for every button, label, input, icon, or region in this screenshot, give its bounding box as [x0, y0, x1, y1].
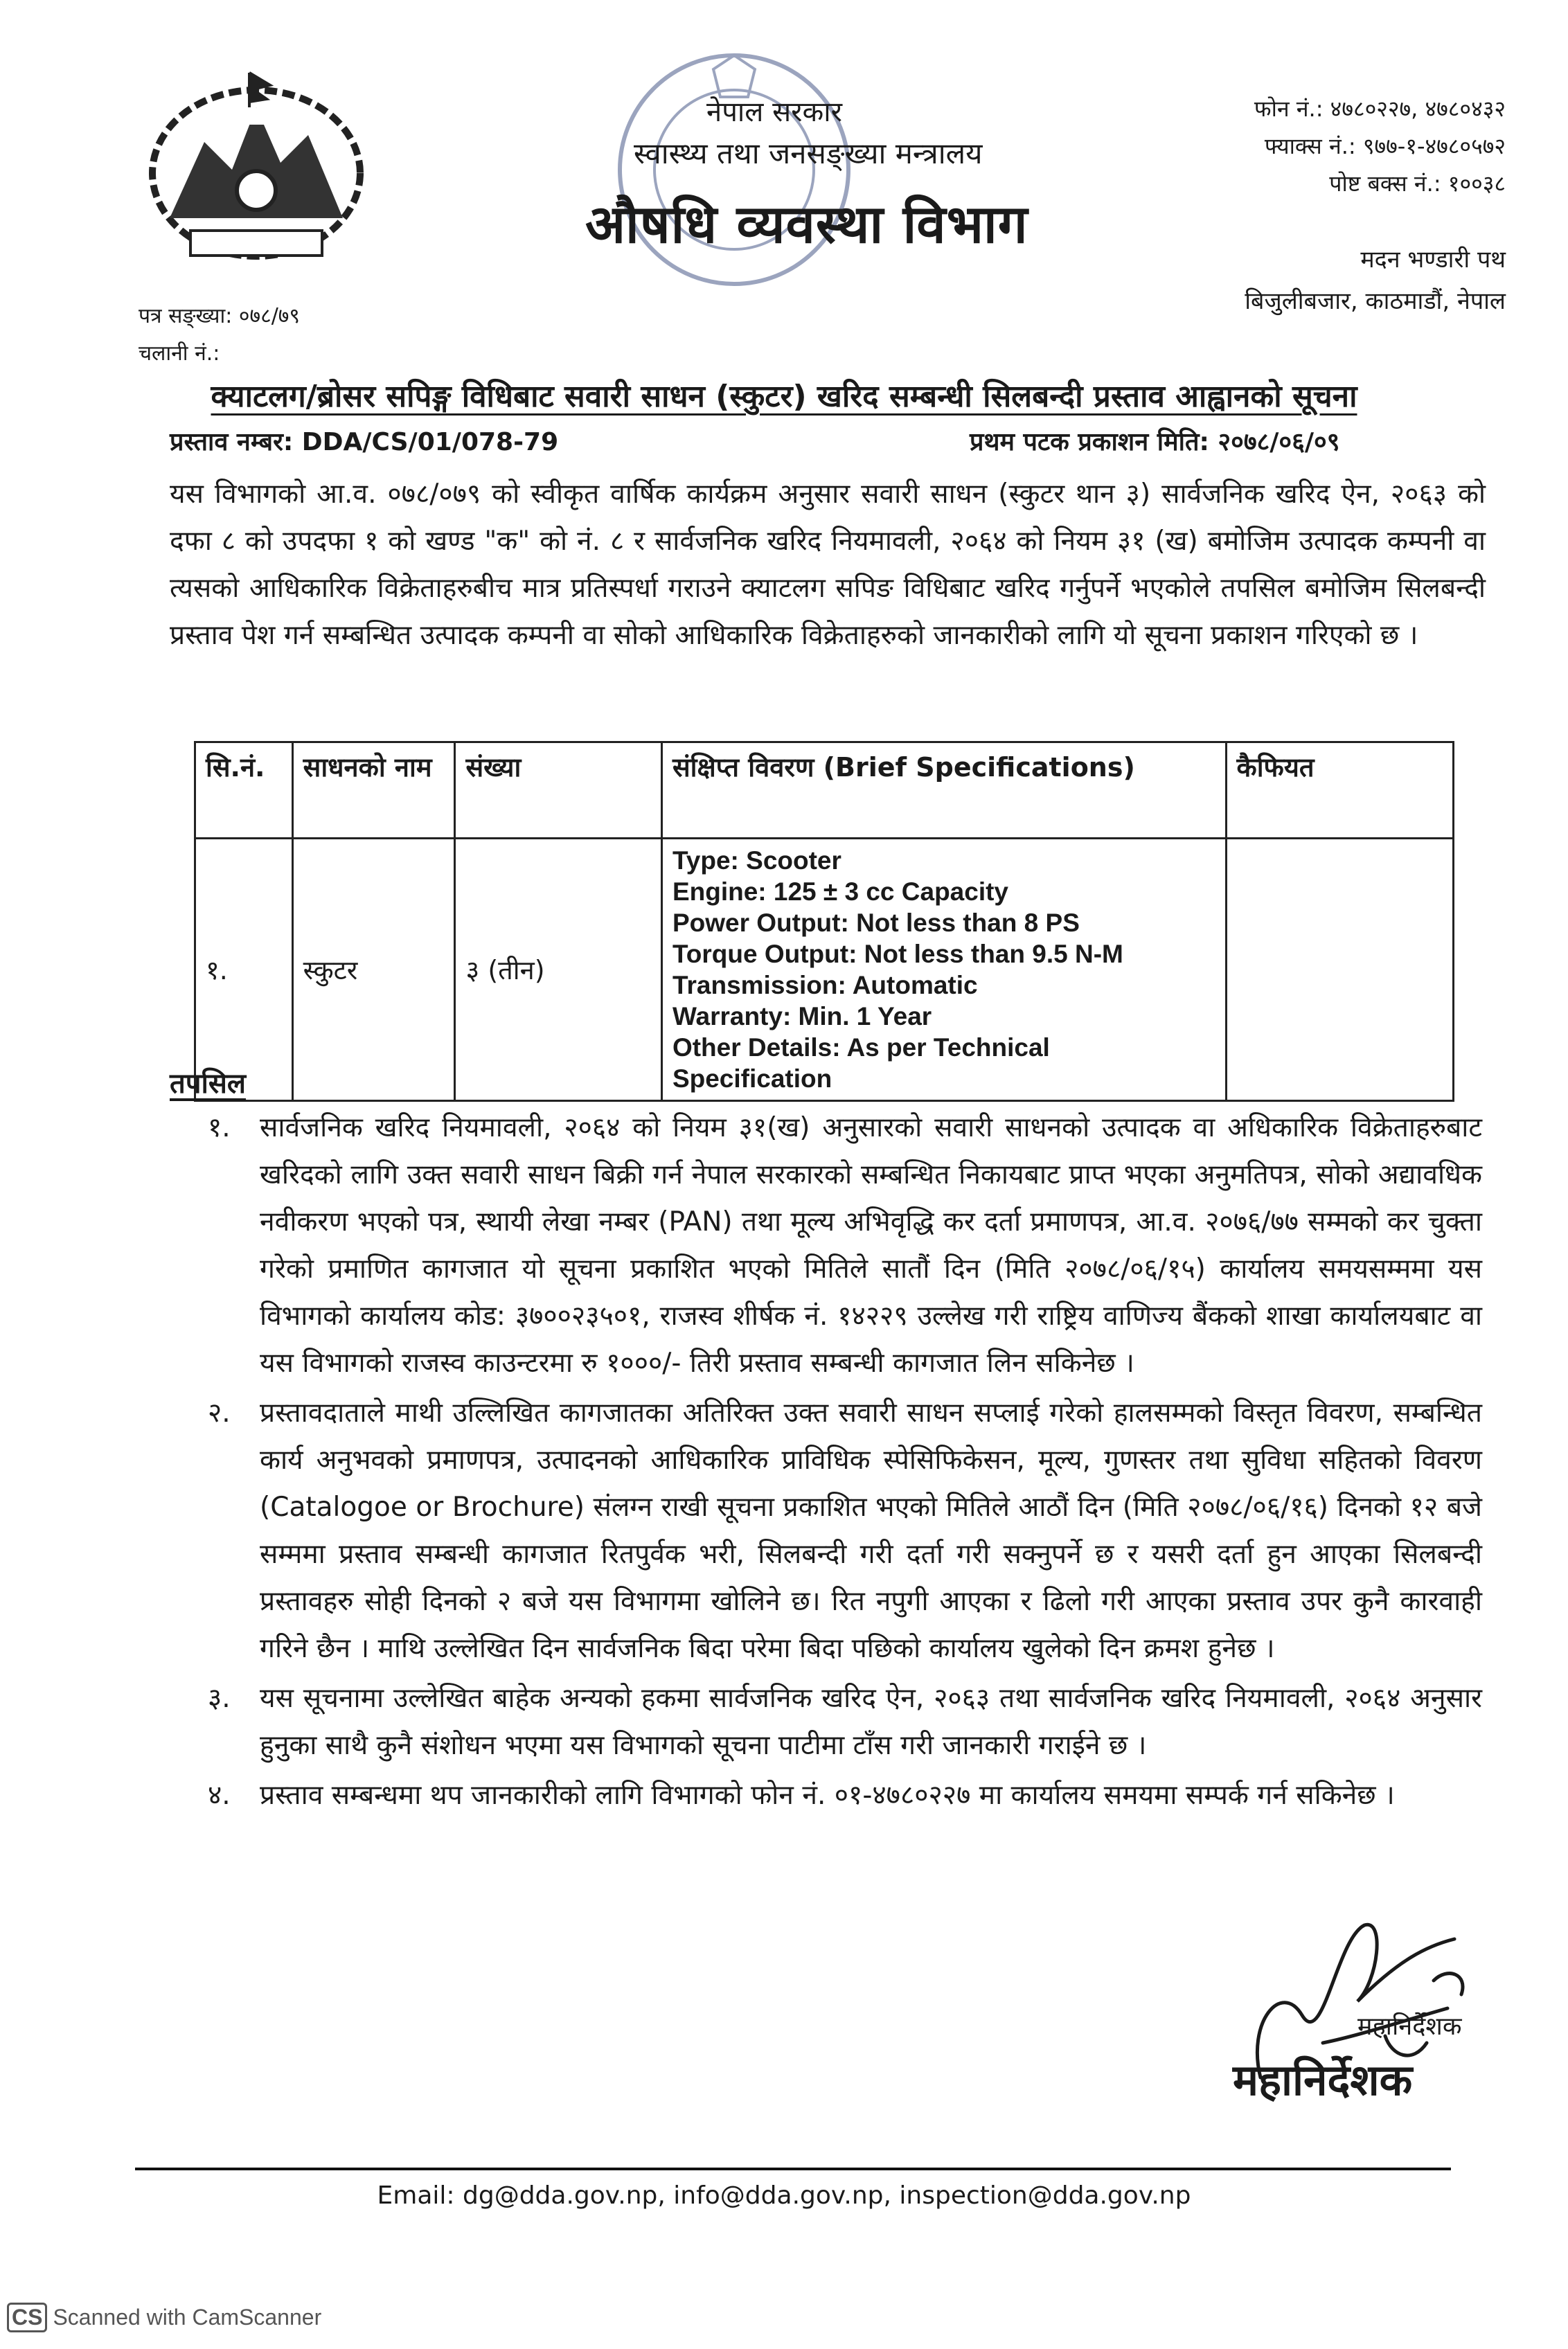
cell-quantity: ३ (तीन) [455, 839, 661, 1101]
letter-number: पत्र सङ्ख्या: ०७८/७९ [139, 304, 300, 328]
spec-line: Transmission: Automatic [672, 971, 978, 999]
header-remarks: कैफियत [1226, 742, 1453, 839]
cell-item-name: स्कुटर [292, 839, 455, 1101]
term-text: सार्वजनिक खरिद नियमावली, २०६४ को नियम ३१(ख) अनुसारको सवारी साधनको उत्पादक वा अधिकारिक विक्रेताहरुबाट खरिदको लागि उक्त सवारी साधन बिक्री गर्न नेपाल सरकारको सम्बन्धित निकायबाट प्राप्त भएका अनुमतिपत्र, सोको अद्यावधिक नवीकरण भएको पत्र, स्थायी लेखा नम्बर (PAN) तथा मूल्य अभिवृद्धि कर दर्ता प्रमाणपत्र, आ.व. २०७६/७७ सम्मको कर चुक्ता गरेको प्रमाणित कागजात यो सूचना प्रकाशित भएको मितिले सातौं दिन (मिति २०७८/०६/१५) कार्यालय समयसम्ममा यस विभागको कार्यालय कोड: ३७००२३५०१, राजस्व शीर्षक नं. १४२२९ उल्लेख गरी राष्ट्रिय वाणिज्य बैंकको शाखा कार्यालयबाट वा यस विभागको राजस्व काउन्टरमा रु १०००/- तिरी प्रस्ताव सम्बन्धी कागजात लिन सकिनेछ । [260, 1112, 1482, 1379]
terms-list [208, 1105, 1482, 1822]
cell-specifications [661, 839, 1226, 1101]
term-text: प्रस्ताव सम्बन्धमा थप जानकारीको लागि विभागको फोन नं. ०१-४७८०२२७ मा कार्यालय समयमा सम्पर्क गर्न सकिनेछ । [260, 1780, 1395, 1811]
term-number: ३. [208, 1683, 231, 1714]
footer-divider [135, 2168, 1451, 2170]
specification-table [194, 741, 1454, 1102]
list-item [208, 1105, 1482, 1387]
term-text: यस सूचनामा उल्लेखित बाहेक अन्यको हकमा सार्वजनिक खरिद ऐन, २०६३ तथा सार्वजनिक खरिद नियमावली, २०६४ अनुसार हुनुका साथै कुनै संशोधन भएमा यस विभागको सूचना पाटीमा टाँस गरी जानकारी गराईने छ । [260, 1683, 1482, 1761]
po-box: पोष्ट बक्स नं.: १००३८ [1329, 170, 1506, 197]
term-number: ४. [208, 1780, 231, 1811]
spec-line: Engine: 125 ± 3 cc Capacity [672, 877, 1009, 906]
spec-line: Warranty: Min. 1 Year [672, 1002, 932, 1030]
list-item [208, 1390, 1482, 1672]
table-header-row [195, 742, 1454, 839]
term-number: २. [208, 1397, 231, 1429]
term-text: प्रस्तावदाताले माथी उल्लिखित कागजातका अतिरिक्त उक्त सवारी साधन सप्लाई गरेको हालसम्मको विस्तृत विवरण, सम्बन्धित कार्य अनुभवको प्रमाणपत्र, उत्पादनको आधिकारिक प्राविधिक स्पेसिफिकेसन, मूल्य, गुणस्तर तथा सुविधा सहितको विवरण (Catalogoe or Brochure) संलग्न राखी सूचना प्रकाशित भएको मितिले आठौं दिन (मिति २०७८/०६/१६) दिनको १२ बजे सम्ममा प्रस्ताव सम्बन्धी कागजात रितपुर्वक भरी, सिलबन्दी गरी दर्ता गरी सक्नुपर्ने छ र यसरी दर्ता हुन आएका सिलबन्दी प्रस्तावहरु सोही दिनको २ बजे यस विभागमा खोलिने छ। रित नपुगी आएका र ढिलो गरी आएका प्रस्ताव उपर कुनै कारवाही गरिने छैन । माथि उल्लेखित दिन सार्वजनिक बिदा परेमा बिदा पछिको कार्यालय खुलेको दिन क्रमश हुनेछ । [260, 1397, 1482, 1664]
footer-email: Email: dg@dda.gov.np, info@dda.gov.np, inspection@dda.gov.np [377, 2181, 1191, 2210]
header-quantity: संख्या [455, 742, 661, 839]
intro-paragraph: यस विभागको आ.व. ०७८/०७९ को स्वीकृत वार्षिक कार्यक्रम अनुसार सवारी साधन (स्कुटर थान ३) सार्वजनिक खरिद ऐन, २०६३ को दफा ८ को उपदफा १ को खण्ड "क" को नं. ८ र सार्वजनिक खरिद नियमावली, २०६४ को नियम ३१ (ख) बमोजिम उत्पादक कम्पनी वा त्यसको आधिकारिक विक्रेताहरुबीच मात्र प्रतिस्पर्धा गराउने क्याटलग सपिङ विधिबाट खरिद गर्नुपर्ने भएकोले तपसिल बमोजिम सिलबन्दी प्रस्ताव पेश गर्न सम्बन्धित उत्पादक कम्पनी वा सोको आधिकारिक विक्रेताहरुको जानकारीको लागि यो सूचना प्रकाशन गरिएको छ । [170, 479, 1486, 651]
header-sn: सि.नं. [195, 742, 293, 839]
city-address: बिजुलीबजार, काठमाडौं, नेपाल [1245, 287, 1506, 315]
list-item [208, 1772, 1482, 1819]
phone-number: फोन नं.: ४७८०२२७, ४७८०४३२ [1254, 96, 1506, 122]
publish-date: प्रथम पटक प्रकाशन मिति: २०७८/०६/०९ [970, 428, 1340, 456]
header-item-name: साधनको नाम [292, 742, 455, 839]
spec-line: Power Output: Not less than 8 PS [672, 909, 1080, 937]
department-name: औषधि व्यवस्था विभाग [585, 193, 1028, 255]
camscanner-icon: CS [7, 2303, 47, 2332]
list-item [208, 1675, 1482, 1769]
spec-line: Other Details: As per Technical Specification [672, 1033, 1050, 1093]
spec-line: Torque Output: Not less than 9.5 N-M [672, 940, 1123, 968]
terms-heading: तपसिल [170, 1068, 247, 1100]
signatory-stamp: महानिर्देशक [1233, 2055, 1413, 2105]
contact-block [1254, 90, 1506, 202]
reference-block [139, 298, 300, 373]
ministry-name: स्वास्थ्य तथा जनसङ्ख्या मन्त्रालय [634, 136, 983, 170]
fax-number: फ्याक्स नं.: ९७७-१-४७८०५७२ [1264, 133, 1506, 159]
cell-remarks [1226, 839, 1453, 1101]
nepal-emblem [128, 59, 384, 274]
proposal-number: प्रस्ताव नम्बर: DDA/CS/01/078-79 [170, 428, 559, 456]
table-row [195, 839, 1454, 1101]
address-block [1245, 239, 1506, 322]
dispatch-number: चलानी नं.: [139, 341, 220, 366]
scanner-watermark [7, 2303, 321, 2332]
watermark-text: Scanned with CamScanner [53, 2305, 322, 2330]
signatory-title: महानिर्देशक [1357, 2012, 1462, 2041]
notice-title: क्याटलग/ब्रोसर सपिङ्ग विधिबाट सवारी साधन (स्कुटर) खरिद सम्बन्धी सिलबन्दी प्रस्ताव आह्वानको सूचना [211, 379, 1357, 414]
government-name: नेपाल सरकार [706, 96, 842, 128]
street-address: मदन भण्डारी पथ [1360, 246, 1506, 274]
header-specifications: संक्षिप्त विवरण (Brief Specifications) [661, 742, 1226, 839]
cell-sn: १. [195, 839, 293, 1101]
term-number: १. [208, 1112, 231, 1143]
spec-line: Type: Scooter [672, 846, 841, 875]
